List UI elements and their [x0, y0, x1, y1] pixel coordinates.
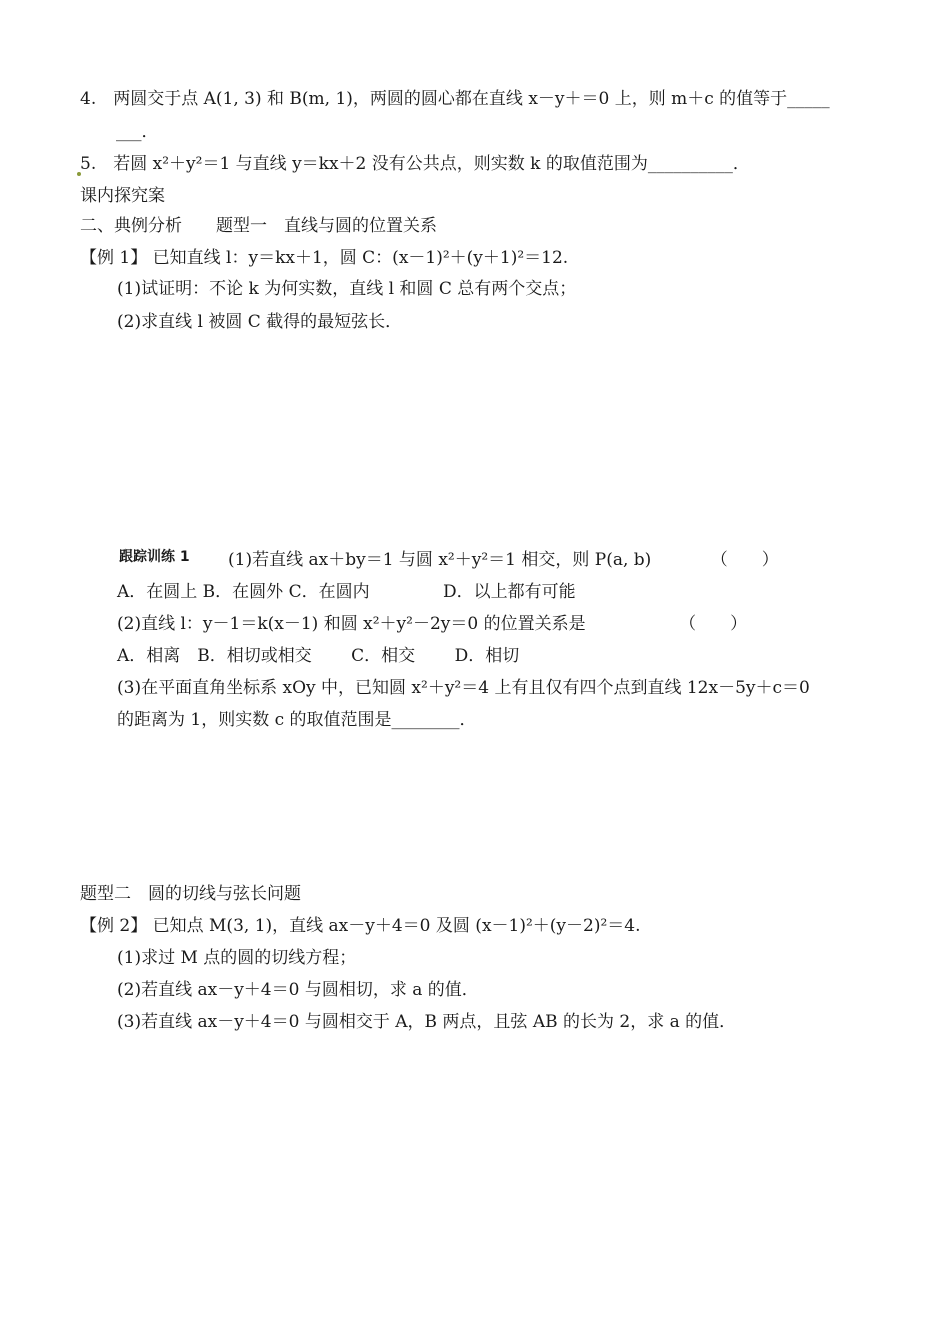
question-4-line-1: 4. 两圆交于点 A(1, 3) 和 B(m, 1)，两圆的圆心都在直线 x－y＋＝0 上，则 m＋c 的值等于_____: [80, 89, 830, 109]
example-2-part-3: (3)若直线 ax－y＋4＝0 与圆相交于 A，B 两点，且弦 AB 的长为 2，求 a 的值．: [117, 1012, 737, 1032]
example-2-stem: 【例 2】 已知点 M(3, 1)，直线 ax－y＋4＝0 及圆 (x－1)²＋(y－2)²＝4.: [80, 916, 641, 936]
question-5: 5. 若圆 x²＋y²＝1 与直线 y＝kx＋2 没有公共点，则实数 k 的取值范围为__________．: [80, 154, 750, 174]
question-4-line-2: ___．: [116, 122, 159, 142]
tracking-exercise-heading: 跟踪训练 1: [119, 549, 190, 565]
tracking-question-2: (2)直线 l：y－1＝k(x－1) 和圆 x²＋y²－2y＝0 的位置关系是 （ ）: [117, 614, 748, 634]
tracking-question-1: (1)若直线 ax＋by＝1 与圆 x²＋y²＝1 相交，则 P(a, b) （ ）: [228, 550, 779, 570]
section-in-class: 课内探究案: [80, 186, 165, 206]
example-2-part-2: (2)若直线 ax－y＋4＝0 与圆相切，求 a 的值．: [117, 980, 479, 1000]
tracking-question-2-options: A．相离 B．相切或相交 C．相交 D．相切: [117, 646, 520, 666]
example-1-part-1: (1)试证明：不论 k 为何实数，直线 l 和圆 C 总有两个交点；: [117, 279, 577, 299]
section-examples: 二、典例分析 题型一 直线与圆的位置关系: [80, 216, 437, 236]
example-2-part-1: (1)求过 M 点的圆的切线方程；: [117, 948, 357, 968]
tracking-question-3-line-2: 的距离为 1，则实数 c 的取值范围是________．: [117, 710, 477, 730]
type-2-title: 题型二 圆的切线与弦长问题: [80, 884, 301, 904]
example-1-stem: 【例 1】 已知直线 l：y＝kx＋1，圆 C：(x－1)²＋(y＋1)²＝12.: [80, 248, 569, 268]
tracking-question-3-line-1: (3)在平面直角坐标系 xOy 中，已知圆 x²＋y²＝4 上有且仅有四个点到直线 12x－5y＋c＝0: [117, 678, 810, 698]
example-1-part-2: (2)求直线 l 被圆 C 截得的最短弦长．: [117, 312, 403, 332]
tracking-question-1-options: A．在圆上 B．在圆外 C．在圆内 D．以上都有可能: [117, 582, 576, 602]
